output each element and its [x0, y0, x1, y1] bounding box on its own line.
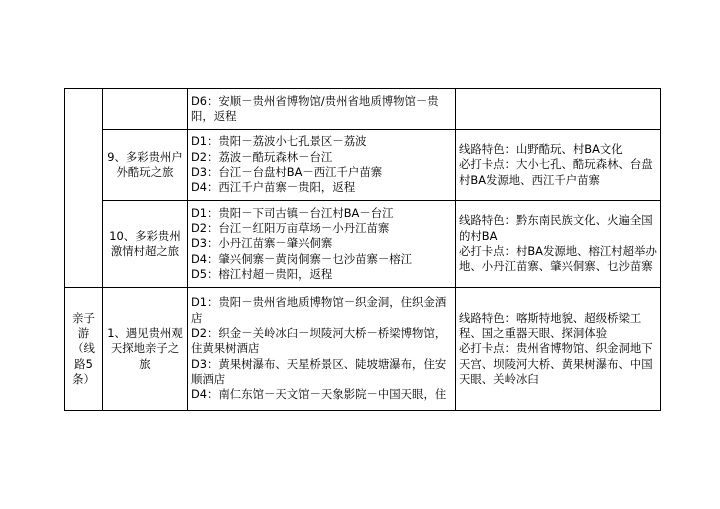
day-schedule-cell	[188, 201, 456, 288]
day-schedule-cell	[188, 130, 456, 201]
day-line: D2：荔波－酷玩森林－台江	[191, 149, 333, 164]
features-cell	[456, 201, 661, 288]
day-line: D4：肇兴侗寨－黄岗侗寨－乜沙苗寨－榕江	[191, 251, 413, 266]
table-row	[65, 89, 661, 130]
feature-line: 必打卡点：贵州省博物馆、织金洞地下天宫、坝陵河大桥、黄果树瀑布、中国天眼、关岭冰臼	[459, 341, 653, 386]
day-line: D6：安顺－贵州省博物馆/贵州省地质博物馆－贵阳，返程	[191, 93, 439, 123]
day-line: D3：黄果树瀑布、天星桥景区、陡坡塘瀑布，住安顺酒店	[191, 356, 447, 386]
day-line: D4：南仁东馆－天文馆－天象影院－中国天眼，住	[191, 387, 447, 402]
feature-line: 必打卡点：村BA发源地、榕江村超举办地、小丹江苗寨、肇兴侗寨、乜沙苗寨	[459, 244, 657, 274]
route-name-cell: 10、多彩贵州激情村超之旅	[103, 201, 188, 288]
day-schedule-cell	[188, 89, 456, 130]
category-cell: 亲子游（线路5条）	[65, 288, 103, 411]
route-name-cell: 1、遇见贵州观天探地亲子之旅	[103, 288, 188, 411]
day-line: D2：织金－关岭冰臼－坝陵河大桥－桥梁博物馆，住黄果树酒店	[191, 326, 447, 356]
features-cell	[456, 89, 661, 130]
itinerary-table	[64, 88, 661, 411]
table-row	[65, 130, 661, 201]
day-line: D5：榕江村超－贵阳，返程	[191, 266, 333, 281]
feature-line: 线路特色：喀斯特地貌、超级桥梁工程、国之重器天眼、探洞体验	[459, 310, 642, 341]
day-line: D3：台江－台盘村BA－西江千户苗寨	[191, 165, 383, 179]
day-line: D2：台江－红阳万亩草场－小丹江苗寨	[191, 221, 390, 236]
day-schedule-cell	[188, 288, 456, 411]
feature-line: 线路特色：黔东南民族文化、火遍全国的村BA	[459, 213, 653, 243]
category-cell	[65, 89, 103, 288]
features-cell	[456, 288, 661, 411]
day-line: D4：西江千户苗寨－贵阳，返程	[191, 180, 356, 195]
day-line: D3：小丹江苗寨－肇兴侗寨	[191, 236, 333, 251]
feature-line: 必打卡点：大小七孔、酷玩森林、台盘村BA发源地、西江千户苗寨	[459, 157, 653, 187]
table-row	[65, 288, 661, 411]
features-cell	[456, 130, 661, 201]
day-line: D1：贵阳－贵州省地质博物馆－织金洞，住织金酒店	[191, 295, 447, 325]
route-name-cell: 9、多彩贵州户外酷玩之旅	[103, 130, 188, 201]
day-line: D1：贵阳－荔波小七孔景区－荔波	[191, 134, 367, 149]
day-line: D1：贵阳－下司古镇－台江村BA－台江	[191, 205, 394, 220]
route-cell	[103, 89, 188, 130]
feature-line: 线路特色：山野酷玩、村BA文化	[459, 142, 623, 157]
table-row	[65, 201, 661, 288]
